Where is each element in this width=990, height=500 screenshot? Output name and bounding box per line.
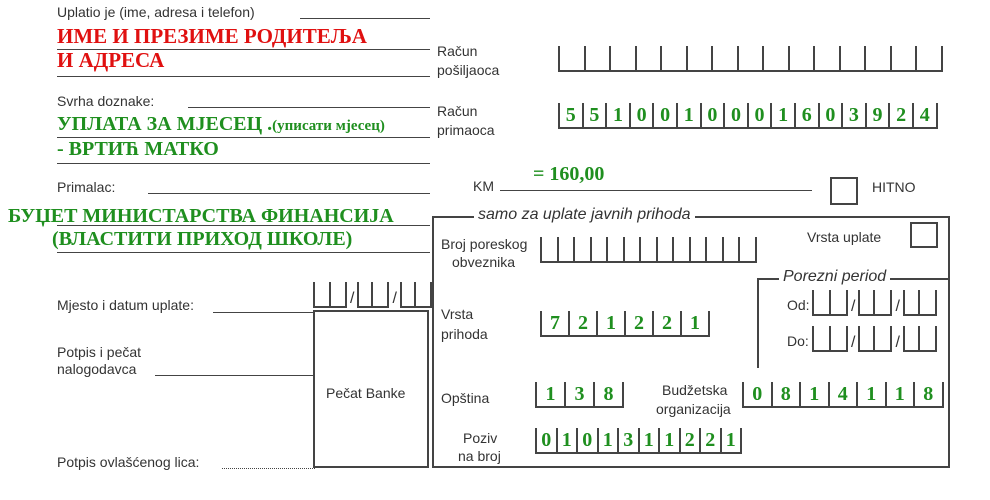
- payer-value-line1[interactable]: ИМЕ И ПРЕЗИМЕ РОДИТЕЉА: [57, 24, 367, 48]
- recipient-line-3: [57, 252, 430, 253]
- digit-cell[interactable]: [560, 46, 586, 72]
- purpose-note: (уписати мјесец): [272, 118, 385, 134]
- purpose-line-3: [57, 163, 430, 164]
- digit-cell[interactable]: 1: [858, 382, 887, 408]
- digit-cell[interactable]: 4: [830, 382, 859, 408]
- purpose-line-1: [188, 107, 430, 108]
- digit-cell[interactable]: [662, 46, 688, 72]
- digit-cell[interactable]: [866, 46, 892, 72]
- digit-cell[interactable]: 1: [722, 428, 743, 454]
- digit-cell[interactable]: 0: [725, 103, 749, 129]
- digit-cell[interactable]: [790, 46, 816, 72]
- digit-cell[interactable]: 1: [660, 428, 681, 454]
- purpose-label: Svrha doznake:: [57, 93, 155, 109]
- digit-cell[interactable]: 1: [640, 428, 661, 454]
- digit-cell[interactable]: [674, 237, 691, 263]
- reference-boxes[interactable]: [535, 428, 742, 454]
- digit-cell[interactable]: 2: [890, 103, 914, 129]
- payer-line-1: [300, 18, 430, 19]
- digit-cell[interactable]: 6: [796, 103, 820, 129]
- digit-cell[interactable]: [713, 46, 739, 72]
- digit-cell[interactable]: 3: [619, 428, 640, 454]
- from-sep-2: /: [895, 298, 900, 315]
- budget-org-boxes[interactable]: [742, 382, 944, 408]
- digit-cell[interactable]: [658, 237, 675, 263]
- digit-cell[interactable]: 8: [915, 382, 944, 408]
- municipality-boxes[interactable]: [535, 382, 624, 408]
- digit-cell[interactable]: 7: [542, 311, 570, 337]
- authorized-signature-label: Potpis ovlašćenog lica:: [57, 454, 200, 470]
- digit-cell[interactable]: 1: [599, 428, 620, 454]
- digit-cell[interactable]: 2: [681, 428, 702, 454]
- public-revenue-legend: samo za uplate javnih prihoda: [474, 206, 695, 224]
- from-sep-1: /: [851, 298, 856, 315]
- digit-cell[interactable]: 3: [843, 103, 867, 129]
- place-date-line: [213, 312, 313, 313]
- digit-cell[interactable]: 2: [626, 311, 654, 337]
- date-boxes[interactable]: [313, 282, 432, 308]
- purpose-value-line2[interactable]: - ВРТИЋ МАТКО: [57, 138, 219, 160]
- digit-cell[interactable]: 4: [914, 103, 938, 129]
- digit-cell[interactable]: [892, 46, 918, 72]
- digit-cell[interactable]: 1: [598, 311, 626, 337]
- payer-line-3: [57, 76, 430, 77]
- amount-value[interactable]: = 160,00: [533, 163, 605, 185]
- recipient-account-label-2: primaoca: [437, 122, 495, 138]
- recipient-line-2: [57, 225, 430, 226]
- digit-cell[interactable]: [841, 46, 867, 72]
- payment-type-box[interactable]: [910, 222, 938, 248]
- sender-account-boxes[interactable]: [558, 46, 943, 72]
- digit-cell[interactable]: 5: [584, 103, 608, 129]
- digit-cell[interactable]: [691, 237, 708, 263]
- budget-org-label-1: Budžetska: [662, 382, 728, 398]
- digit-cell[interactable]: 0: [537, 428, 558, 454]
- digit-cell[interactable]: 0: [749, 103, 773, 129]
- urgent-label: HITNO: [872, 179, 916, 195]
- digit-cell[interactable]: 0: [578, 428, 599, 454]
- taxpayer-boxes[interactable]: [540, 237, 757, 263]
- payer-signature-line: [155, 375, 315, 376]
- digit-cell[interactable]: [611, 46, 637, 72]
- budget-org-label-2: organizacija: [656, 401, 731, 417]
- digit-cell[interactable]: [608, 237, 625, 263]
- digit-cell[interactable]: 2: [654, 311, 682, 337]
- digit-cell[interactable]: [559, 237, 576, 263]
- recipient-account-label-1: Račun: [437, 103, 478, 119]
- digit-cell[interactable]: 1: [607, 103, 631, 129]
- digit-cell[interactable]: [688, 46, 714, 72]
- to-sep-1: /: [851, 334, 856, 351]
- digit-cell[interactable]: [707, 237, 724, 263]
- revenue-type-label-2: prihoda: [441, 326, 488, 342]
- recipient-line-1: [148, 193, 430, 194]
- date-sep-1: /: [350, 290, 355, 307]
- reference-label-2: na broj: [458, 448, 501, 464]
- digit-cell[interactable]: 8: [595, 382, 624, 408]
- reference-label-1: Poziv: [463, 430, 498, 446]
- digit-cell[interactable]: 0: [702, 103, 726, 129]
- municipality-label: Opština: [441, 390, 490, 406]
- digit-cell[interactable]: 5: [560, 103, 584, 129]
- digit-cell[interactable]: 0: [654, 103, 678, 129]
- digit-cell[interactable]: [740, 237, 757, 263]
- digit-cell[interactable]: 1: [772, 103, 796, 129]
- urgent-checkbox[interactable]: [830, 177, 858, 205]
- digit-cell[interactable]: 9: [867, 103, 891, 129]
- payer-value-line2[interactable]: И АДРЕСА: [57, 48, 165, 72]
- tax-period-to-boxes[interactable]: [812, 326, 937, 352]
- authorized-signature-line: [222, 468, 315, 469]
- taxpayer-label-1: Broj poreskog: [441, 236, 528, 252]
- recipient-value-line1[interactable]: БУЏЕТ МИНИСТАРСТВА ФИНАНСИЈА: [8, 205, 394, 227]
- to-sep-2: /: [895, 334, 900, 351]
- payer-label: Uplatio je (ime, adresa i telefon): [57, 4, 255, 20]
- recipient-label: Primalac:: [57, 179, 116, 195]
- digit-cell[interactable]: [739, 46, 765, 72]
- taxpayer-label-2: obveznika: [452, 254, 516, 270]
- recipient-value-line2[interactable]: (ВЛАСТИТИ ПРИХОД ШКОЛЕ): [52, 228, 353, 250]
- payer-signature-label-2: nalogodavca: [57, 361, 137, 377]
- digit-cell[interactable]: [815, 46, 841, 72]
- digit-cell[interactable]: [764, 46, 790, 72]
- place-date-label: Mjesto i datum uplate:: [57, 297, 194, 313]
- digit-cell[interactable]: 1: [537, 382, 566, 408]
- recipient-account-boxes[interactable]: [558, 103, 938, 129]
- tax-period-to-label: Do:: [787, 333, 809, 349]
- digit-cell[interactable]: [724, 237, 741, 263]
- date-sep-2: /: [392, 290, 397, 307]
- digit-cell[interactable]: 1: [887, 382, 916, 408]
- digit-cell[interactable]: 1: [682, 311, 710, 337]
- digit-cell[interactable]: 2: [570, 311, 598, 337]
- digit-cell[interactable]: 8: [773, 382, 802, 408]
- digit-cell[interactable]: [641, 237, 658, 263]
- amount-line: [500, 190, 812, 191]
- revenue-type-label-1: Vrsta: [441, 306, 474, 322]
- payment-type-label: Vrsta uplate: [807, 229, 882, 245]
- digit-cell[interactable]: 0: [631, 103, 655, 129]
- bank-stamp-label: Pečat Banke: [326, 385, 406, 401]
- digit-cell[interactable]: [917, 46, 943, 72]
- digit-cell[interactable]: 1: [801, 382, 830, 408]
- payer-signature-label-1: Potpis i pečat: [57, 344, 142, 360]
- digit-cell[interactable]: [586, 46, 612, 72]
- tax-period-from-boxes[interactable]: [812, 290, 937, 316]
- sender-account-label-2: pošiljaoca: [437, 62, 500, 78]
- digit-cell[interactable]: [592, 237, 609, 263]
- digit-cell[interactable]: 0: [744, 382, 773, 408]
- tax-period-legend: Porezni period: [779, 268, 890, 286]
- digit-cell[interactable]: 3: [566, 382, 595, 408]
- tax-period-from-label: Od:: [787, 297, 810, 313]
- amount-currency: KM: [473, 178, 494, 194]
- digit-cell[interactable]: [542, 237, 559, 263]
- digit-cell[interactable]: 1: [678, 103, 702, 129]
- digit-cell[interactable]: 1: [558, 428, 579, 454]
- digit-cell[interactable]: [575, 237, 592, 263]
- digit-cell[interactable]: 2: [701, 428, 722, 454]
- purpose-value-line1[interactable]: УПЛАТА ЗА МЈЕСЕЦ .(уписати мјесец): [57, 113, 385, 135]
- revenue-type-boxes[interactable]: [540, 311, 710, 337]
- digit-cell[interactable]: [637, 46, 663, 72]
- digit-cell[interactable]: [625, 237, 642, 263]
- sender-account-label-1: Račun: [437, 43, 478, 59]
- digit-cell[interactable]: 0: [820, 103, 844, 129]
